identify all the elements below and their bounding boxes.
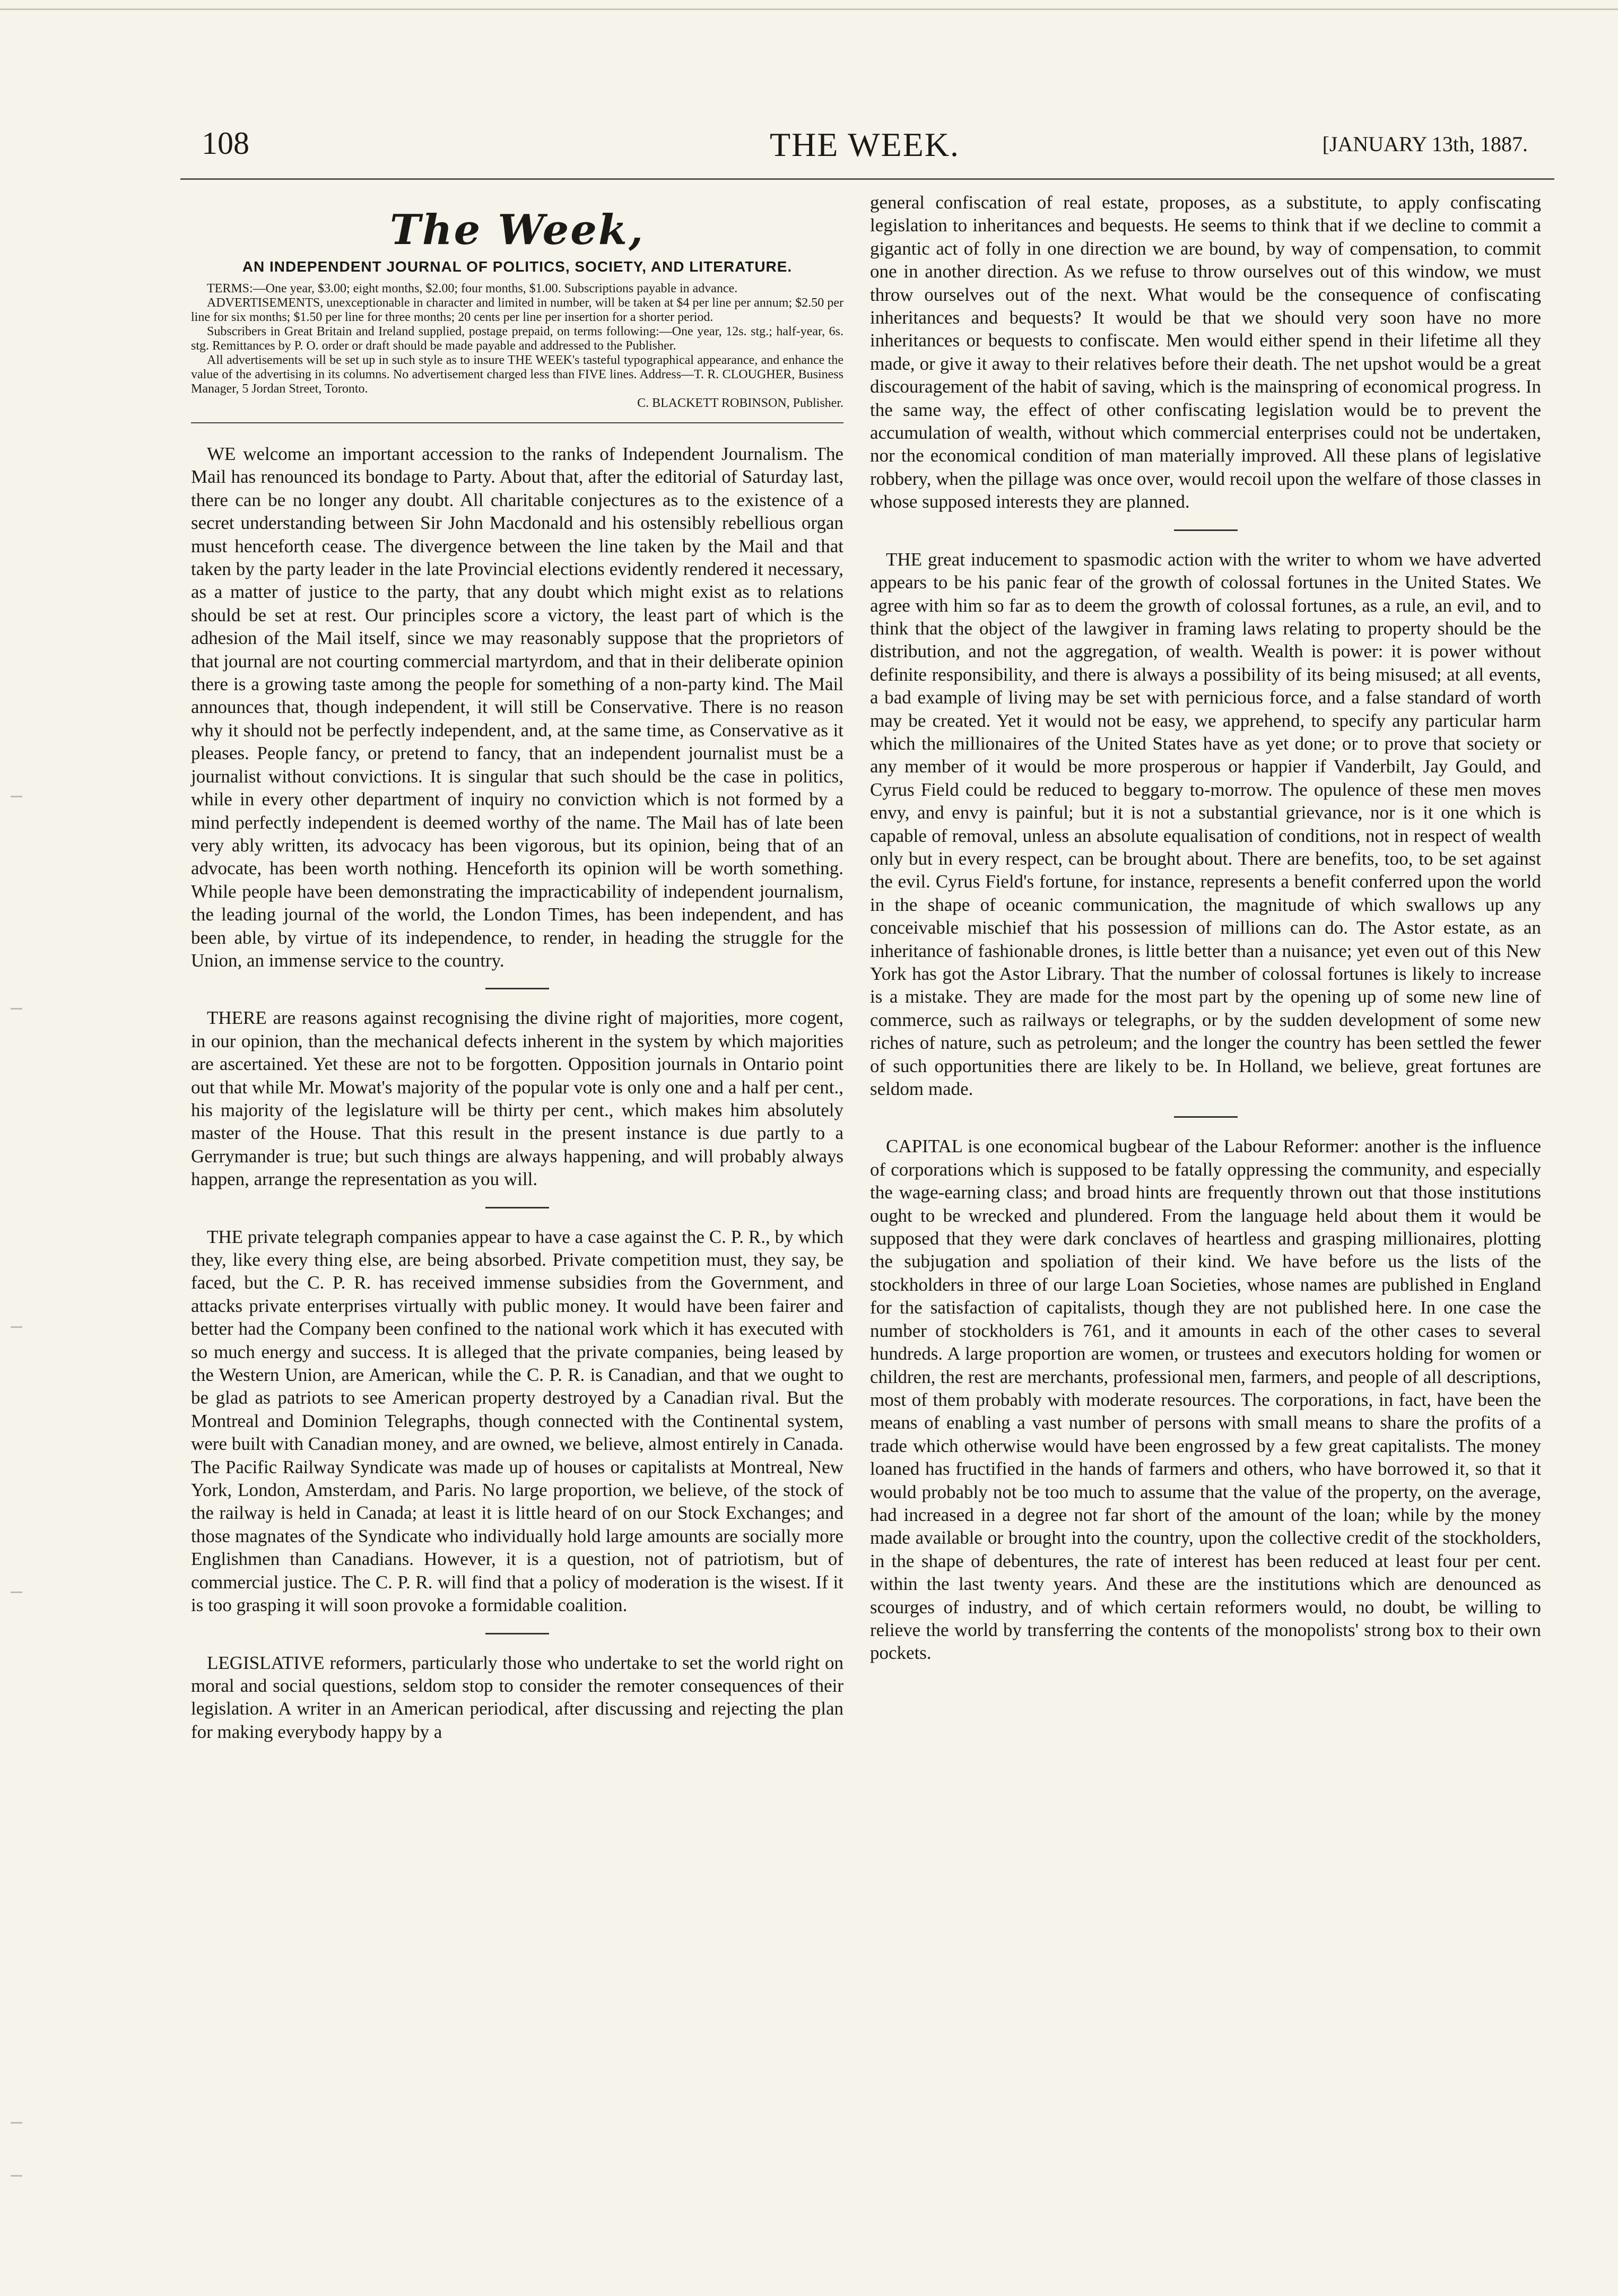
article-confiscation [870, 191, 1541, 514]
article-paragraph: CAPITAL is one economical bugbear of the Labour Reformer: another is the influence of corporations which is supposed to be fatally oppressing the community, and especially the wage-earning class; and broad hints are frequently thrown out that those institutions ought to be wrecked and plundered. From the language held about them it would be supposed that they were dark conclaves of heartless and grasping millionaires, plotting the subjugation and spoliation of their kind. We have before us the lists of the stockholders in three of our large Loan Societies, whose names are published in England for the satisfaction of capitalists, though they are not published here. In one case the number of stockholders is 761, and it amounts in each of the other cases to several hundreds. A large proportion are women, or trustees and executors holding for women or children, the rest are merchants, professional men, farmers, and people of all descriptions, most of them probably with moderate resources. The corporations, in fact, have been the means of enabling a vast number of persons with small means to share the profits of a trade which otherwise would have been engrossed by a few great capitalists. The money loaned has fructified in the hands of farmers and others, who have borrowed it, so that it would probably not be too much to assume that the value of the property, on the average, had increased in a degree not far short of the amount of the loan; while by the money made available or brought into the country, upon the collective credit of the stockholders, in the shape of debentures, the rate of interest has been reduced at least four per cent. within the last twenty years. And these are the institutions which are denounced as scourges of industry, and of which certain reformers would, no doubt, be willing to relieve the world by transferring the contents of the monopolists' strong box to their own pockets. [870, 1136, 1541, 1664]
masthead [191, 206, 843, 275]
left-column [191, 191, 843, 1743]
terms-line: TERMS:—One year, $3.00; eight months, $2.00; four months, $1.00. Subscriptions payable in advance. [207, 282, 738, 295]
page-number: 108 [202, 126, 249, 161]
left-margin-marks [0, 0, 42, 2296]
article-paragraph: THE private telegraph companies appear to have a case against the C. P. R., by which they, like every thing else, are being absorbed. Private competition must, they say, be faced, but the C. P. R. has received immense subsidies from the Government, and attacks private enterprises virtually with public money. It would have been fairer and better had the Company been confined to the national work which it has executed with so much energy and success. It is alleged that the private companies, being leased by the Western Union, are American, while the C. P. R. is Canadian, and that we ought to be glad as patriots to see American property destroyed by a Canadian rival. But the Montreal and Dominion Telegraphs, though connected with the Continental system, were built with Canadian money, and are owned, we believe, almost entirely in Canada. The Pacific Railway Syndicate was made up of houses or capitalists at Montreal, New York, London, Amsterdam, and Paris. No large proportion, we believe, of the stock of the railway is held in Canada; at least it is little heard of on our Stock Exchanges; and those magnates of the Syndicate who individually hold large amounts are socially more Englishmen than Canadians. However, it is a question, not of patriotism, but of commercial justice. The C. P. R. will find that a policy of moderation is the wisest. If it is too grasping it will soon provoke a formidable coalition. [191, 1226, 843, 1616]
article-paragraph: THE great inducement to spasmodic action with the writer to whom we have adverted appears to be his panic fear of the growth of colossal fortunes in the United States. We agree with him so far as to deem the growth of colossal fortunes, as a rule, an evil, and to think that the object of the lawgiver in framing laws relating to property should be the distribution, and not the aggregation, of wealth. Wealth is power: it is power without definite responsibility, and there is always a possibility of its being misused; at all events, a bad example of living may be set with pernicious force, and a false standard of worth may be created. Yet it would not be easy, we apprehend, to specify any particular harm which the millionaires of the United States have as yet done; or to prove that society or any member of it would be more prosperous or happier if Vanderbilt, Jay Gould, and Cyrus Field could be reduced to beggary to-morrow. The opulence of these men moves envy, and envy is painful; but it is not a substantial grievance, nor is it one which is capable of removal, unless an absolute equalisation of conditions, not in respect of wealth only but in every respect, can be brought about. There are benefits, too, to be set against the evil. Cyrus Field's fortune, for instance, represents a benefit conferred upon the world in the shape of oceanic communication, the magnitude of which swallows up any conceivable mischief that his possession of millions can do. The Astor estate, as an inheritance of fashionable drones, is little better than a nuisance; yet even out of this New York has got the Astor Library. That the number of colossal fortunes is likely to increase is a mistake. They are made for the most part by the opening up of some new line of commerce, such as railways or telegraphs, or by the sudden development of some new riches of nature, such as petroleum; and the longer the country has been settled the fewer of such opportunities there are likely to be. In Holland, we believe, great fortunes are seldom made. [870, 549, 1541, 1100]
article-paragraph: LEGISLATIVE reformers, particularly those who undertake to set the world right on moral and social questions, seldom stop to consider the remoter consequences of their legislation. A writer in an American periodical, after discussing and rejecting the plan for making everybody happy by a [191, 1652, 843, 1742]
section-separator [485, 1207, 549, 1208]
right-column [870, 191, 1541, 1665]
publisher-signature: C. BLACKETT ROBINSON, Publisher. [637, 396, 843, 410]
running-head [202, 125, 1528, 173]
paper-title: THE WEEK. [769, 126, 960, 163]
section-separator [1174, 529, 1238, 531]
section-separator [485, 988, 549, 989]
article-telegraph-companies [191, 1225, 843, 1617]
terms-line: ADVERTISEMENTS, unexceptionable in character and limited in number, will be taken at $4 per line per annum; $2.50 per line for six months; $1.50 per line for three months; 20 cents per line per insertion for a shorter period. [191, 296, 843, 324]
section-separator [1174, 1116, 1238, 1118]
article-colossal-fortunes [870, 548, 1541, 1101]
article-independent-journalism [191, 442, 843, 972]
article-legislative-reformers [191, 1651, 843, 1744]
masthead-rule [191, 422, 843, 423]
page-top-rule [0, 8, 1618, 10]
article-majorities [191, 1006, 843, 1190]
section-separator [485, 1633, 549, 1634]
subscription-terms [191, 282, 843, 411]
terms-line: All advertisements will be set up in such style as to insure THE WEEK's tasteful typographical appearance, and enhance the value of the advertising in its columns. No advertisement charged less than FIVE lines. Address—T. R. CLOUGHER, Business Manager, 5 Jordan Street, Toronto. [191, 353, 843, 396]
terms-line: Subscribers in Great Britain and Ireland supplied, postage prepaid, on terms following:—One year, 12s. stg.; half-year, 6s. stg. Remittances by P. O. order or draft should be made payable and addressed to the Publisher. [191, 325, 843, 353]
masthead-subtitle: AN INDEPENDENT JOURNAL OF POLITICS, SOCIETY, AND LITERATURE. [242, 258, 793, 275]
header-rule [180, 178, 1554, 180]
issue-date: [JANUARY 13th, 1887. [1322, 132, 1528, 156]
article-paragraph: general confiscation of real estate, proposes, as a substitute, to apply confiscating legislation to inheritances and bequests. He seems to think that if we decline to commit a gigantic act of folly in one direction we are bound, by way of compensation, to commit one in another direction. As we refuse to throw ourselves out of this window, we must throw ourselves out of the next. What would be the consequence of confiscating inheritances and bequests? It would be that we should very soon have no more inheritances or bequests to confiscate. Men would either spend in their lifetime all they made, or give it away to their relatives before their death. The net upshot would be a great discouragement of the habit of saving, which is the mainspring of economical progress. In the same way, the effect of other confiscating legislation would be to prevent the accumulation of wealth, without which commercial enterprises could not be undertaken, nor the economical condition of man materially improved. All these plans of legislative robbery, when the pillage was once over, would recoil upon the welfare of those classes in whose supposed interests they are planned. [870, 192, 1541, 512]
article-capital-corporations [870, 1135, 1541, 1664]
article-paragraph: THERE are reasons against recognising the divine right of majorities, more cogent, in our opinion, than the mechanical defects inherent in the system by which majorities are ascertained. Yet these are not to be forgotten. Opposition journals in Ontario point out that while Mr. Mowat's majority of the popular vote is only one and a half per cent., his majority of the legislature will be thirty per cent., which makes him absolutely master of the House. That this result in the present instance is due partly to a Gerrymander is true; but such things are always happening, and will probably always happen, arrange the representation as you will. [191, 1007, 843, 1190]
article-paragraph: WE welcome an important accession to the ranks of Independent Journalism. The Mail has renounced its bondage to Party. About that, after the editorial of Saturday last, there can be no longer any doubt. All charitable conjectures as to the existence of a secret understanding between Sir John Macdonald and his ostensibly rebellious organ must henceforth cease. The divergence between the line taken by the Mail and that taken by the party leader in the late Provincial elections evidently rendered it necessary, as a matter of justice to the party, that any doubt which might exist as to relations should be set at rest. Our principles score a victory, the least part of which is the adhesion of the Mail itself, since we may reasonably suppose that the proprietors of that journal are not courting commercial martyrdom, and that in their deliberate opinion there is a growing taste among the people for something of a non-party kind. The Mail announces that, though independent, it will still be Conservative. There is no reason why it should not be perfectly independent, and, at the same time, as Conservative as it pleases. People fancy, or pretend to fancy, that an independent journalist must be a journalist without convictions. It is singular that such should be the case in politics, while in every other department of inquiry no conviction which is not formed by a mind perfectly independent is deemed worthy of the name. The Mail has of late been very ably written, its advocacy has been vigorous, but its opinion, being that of an advocate, has been worth nothing. Henceforth its opinion will be worth something. While people have been demonstrating the impracticability of independent journalism, the leading journal of the world, the London Times, has been independent, and has been able, by virtue of its independence, to render, in heading the struggle for the Union, an immense service to the country. [191, 443, 843, 971]
masthead-title: The Week, [389, 206, 645, 254]
